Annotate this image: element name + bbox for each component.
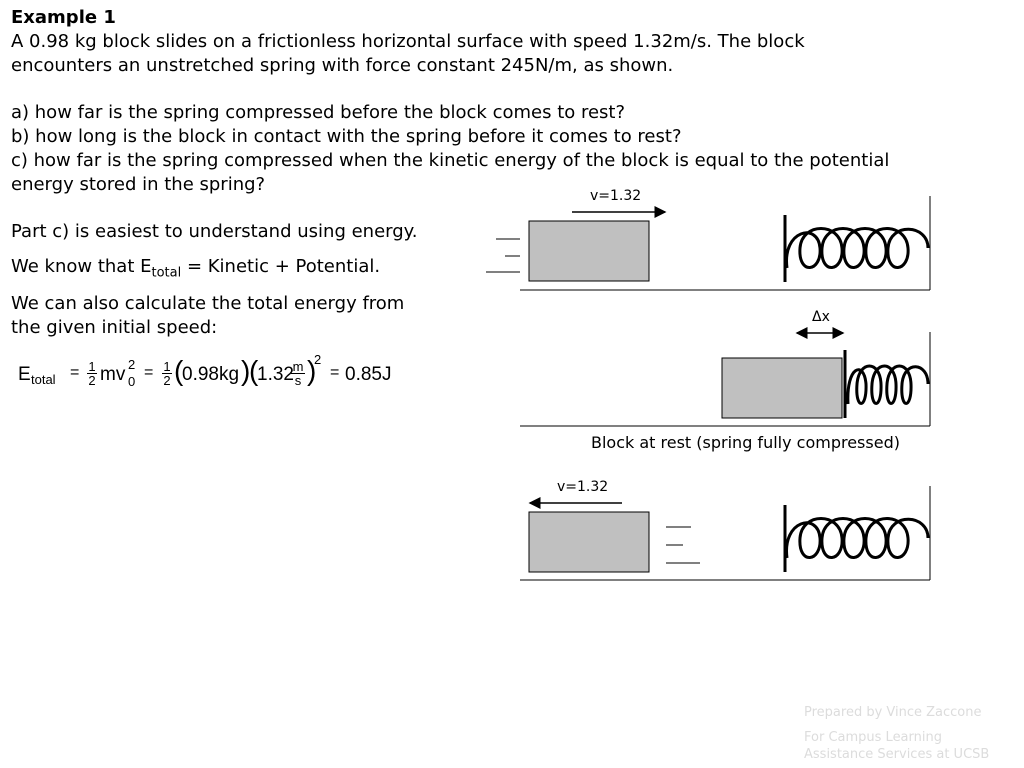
eq-unit-ms: $\frac{m}{s}$ xyxy=(292,359,304,388)
question-c: c) how far is the spring compressed when the kinetic energy of the block is equal to the potential xyxy=(11,150,890,171)
question-b: b) how long is the block in contact with the spring before it comes to rest? xyxy=(11,126,682,147)
slide-title: Example 1 xyxy=(11,7,116,28)
eq-equals-3: = xyxy=(330,364,340,381)
calc-line-1: We can also calculate the total energy from xyxy=(11,293,405,314)
eq-paren-close-1: ) xyxy=(241,355,251,386)
prepared-by: Prepared by Vince Zaccone xyxy=(804,705,982,720)
footer-line-2: Assistance Services at UCSB xyxy=(804,747,990,762)
eq-result: 0.85J xyxy=(345,364,392,385)
eq-half-1: $\frac{1}{2}$ xyxy=(88,359,96,388)
calc-line-2: the given initial speed: xyxy=(11,317,218,338)
eq-E-sub: total xyxy=(31,372,56,387)
spring-compressed xyxy=(848,366,928,404)
panel-initial xyxy=(486,188,930,290)
eq-paren-open-2: ( xyxy=(249,355,259,386)
eq-mass: 0.98kg xyxy=(182,364,240,385)
spring xyxy=(787,229,928,269)
question-c-cont: energy stored in the spring? xyxy=(11,174,266,195)
panel-rebound xyxy=(520,479,930,580)
block xyxy=(529,512,649,572)
problem-line-2: encounters an unstretched spring with force constant 245N/m, as shown. xyxy=(11,55,674,76)
question-a: a) how far is the spring compressed before the block comes to rest? xyxy=(11,102,626,123)
eq-power: 2 xyxy=(314,352,322,367)
eq-v-sub: 0 xyxy=(128,374,136,389)
spring xyxy=(787,519,928,559)
eq-equals-2: = xyxy=(144,364,154,381)
eq-paren-close-2: ) xyxy=(307,355,317,386)
footer-line-1: For Campus Learning xyxy=(804,730,942,745)
eq-half-2: $\frac{1}{2}$ xyxy=(163,359,171,388)
block xyxy=(529,221,649,281)
eq-mv: mv xyxy=(100,364,126,385)
panel-compressed xyxy=(520,309,930,452)
dx-label: Δx xyxy=(812,309,830,325)
eq-paren-open-1: ( xyxy=(174,355,184,386)
eq-speed: 1.32 xyxy=(257,364,294,385)
rest-caption: Block at rest (spring fully compressed) xyxy=(591,433,900,452)
block xyxy=(722,358,842,418)
total-energy-statement: We know that $E_{total}$ = Kinetic + Potential. xyxy=(11,256,381,281)
eq-E: E xyxy=(18,364,31,385)
eq-v-sup: 2 xyxy=(128,357,136,372)
bottom-velocity-label: v=1.32 xyxy=(557,479,609,495)
part-c-note: Part c) is easiest to understand using energy. xyxy=(11,221,418,242)
top-velocity-label: v=1.32 xyxy=(590,188,642,204)
problem-line-1: A 0.98 kg block slides on a frictionless horizontal surface with speed 1.32m/s. The block xyxy=(11,31,805,52)
eq-equals-1: = xyxy=(70,364,80,381)
